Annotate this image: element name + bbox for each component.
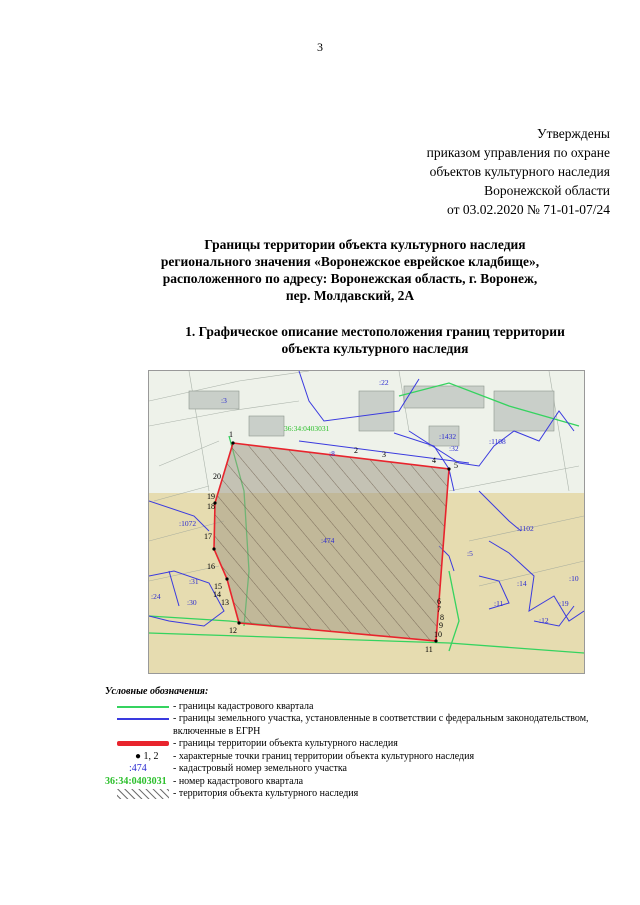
point-label-17: 17 (204, 532, 212, 541)
legend-text: - характерные точки границ территории объекта культурного наследия (173, 750, 475, 762)
title-line: расположенного по адресу: Воронежская область, г. Воронеж, (162, 271, 538, 286)
legend-symbol (105, 763, 173, 775)
legend-item (105, 751, 625, 764)
point-label-12: 12 (229, 626, 237, 635)
legend-symbol (105, 701, 173, 713)
legend-item (105, 788, 625, 801)
legend-text: - номер кадастрового квартала (173, 775, 304, 787)
point-label-13: 13 (221, 598, 229, 607)
legend-text: - границы земельного участка, установленные в соответствии с федеральным законодательством, включенные в ЕГРН (173, 713, 589, 737)
section-line: объекта культурного наследия (281, 341, 469, 356)
section-heading (150, 323, 600, 357)
legend-symbol (105, 751, 173, 763)
approval-line: объектов культурного наследия (429, 164, 610, 179)
map-label: :30 (187, 598, 197, 607)
point-label-11: 11 (425, 645, 433, 654)
legend-text: - границы кадастрового квартала (173, 700, 314, 712)
point-label-7: 7 (437, 605, 441, 614)
point-label-8: 8 (440, 613, 444, 622)
legend-item (105, 701, 625, 714)
legend (105, 686, 625, 801)
legend-symbol (105, 776, 173, 788)
map-label: :1102 (517, 524, 534, 533)
point-label-16: 16 (207, 562, 215, 571)
legend-item (105, 776, 625, 789)
legend-text: - границы территории объекта культурного наследия (173, 738, 398, 749)
point-marker-icon: ● 1, 2 (135, 750, 159, 762)
approval-block (427, 124, 610, 219)
legend-symbol (105, 788, 173, 800)
legend-item (105, 738, 625, 751)
point-label-5: 5 (454, 461, 458, 470)
map-label: :8 (329, 449, 335, 458)
map-label: :24 (151, 592, 161, 601)
map-label: :31 (189, 577, 199, 586)
map-label: :11 (494, 599, 504, 608)
point-label-1: 1 (229, 430, 233, 439)
green-line-icon (117, 706, 169, 708)
map-label: :5 (467, 549, 473, 558)
map-label: :10 (569, 574, 579, 583)
map-label: :14 (517, 579, 527, 588)
map-label: :1072 (179, 519, 197, 528)
blue-line-icon (117, 718, 169, 720)
map-label: :19 (559, 599, 569, 608)
point-label-4: 4 (432, 456, 436, 465)
hatch-pattern-icon (117, 789, 169, 799)
map-label: :1108 (489, 437, 506, 446)
approval-line: от 03.02.2020 № 71-01-07/24 (447, 202, 610, 217)
point-label-3: 3 (382, 450, 386, 459)
point-label-20: 20 (213, 472, 221, 481)
map-label: :12 (539, 616, 549, 625)
legend-symbol (105, 738, 173, 750)
point-label-9: 9 (439, 621, 443, 630)
legend-item (105, 763, 625, 776)
section-line: 1. Графическое описание местоположения границ территории (185, 324, 565, 339)
legend-title: Условные обозначения: (105, 686, 209, 697)
point-label-10: 10 (434, 630, 442, 639)
point-label-19: 19 (207, 492, 215, 501)
red-line-icon (117, 741, 169, 746)
point-label-2: 2 (354, 446, 358, 455)
map-label: :3 (221, 396, 227, 405)
approval-line: приказом управления по охране (426, 145, 610, 160)
quarter-number-sample: 36:34:0403031 (105, 775, 167, 787)
title-line: пер. Молдавский, 2А (285, 288, 415, 303)
map-canvas (149, 371, 584, 673)
point-label-6: 6 (437, 597, 441, 606)
point-label-14: 14 (213, 590, 221, 599)
approval-line: Утверждены (537, 126, 610, 141)
parcel-number-sample: :474 (129, 763, 147, 774)
point-label-18: 18 (207, 502, 215, 511)
map-label: :32 (449, 444, 459, 453)
parcel-label: :474 (321, 536, 335, 545)
title-line: регионального значения «Воронежское еврейское кладбище», (160, 254, 540, 269)
map-label: :1432 (439, 432, 457, 441)
page-number: 3 (317, 40, 323, 54)
cadastral-map (148, 370, 585, 674)
title-line: Границы территории объекта культурного наследия (204, 237, 526, 252)
legend-text: - территория объекта культурного наследия (173, 788, 359, 799)
legend-symbol (105, 713, 173, 725)
document-title (130, 236, 570, 304)
legend-item (105, 713, 625, 738)
map-label: :22 (379, 378, 389, 387)
approval-line: Воронежской области (484, 183, 610, 198)
legend-text: - кадастровый номер земельного участка (173, 763, 347, 774)
point-label-15: 15 (214, 582, 222, 591)
quarter-label: 36:34:0403031 (284, 424, 330, 433)
